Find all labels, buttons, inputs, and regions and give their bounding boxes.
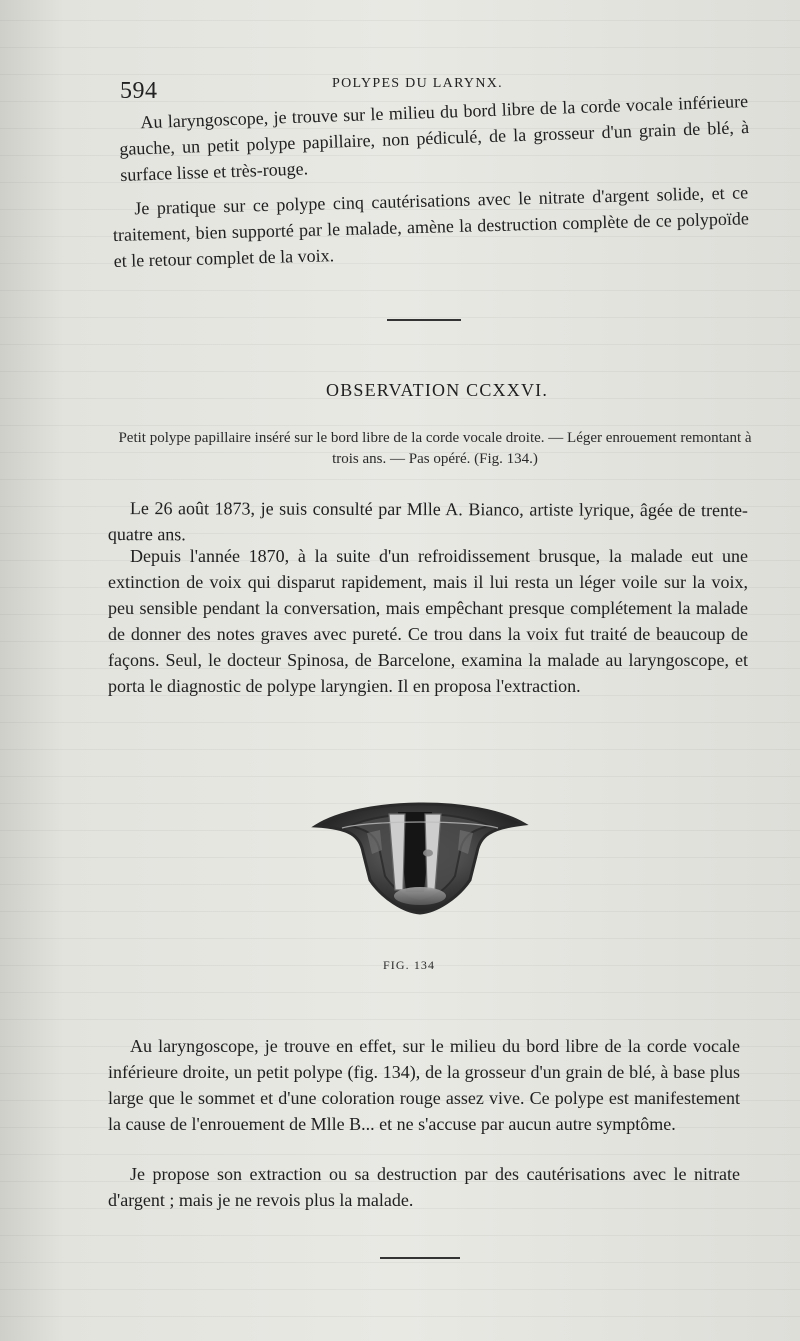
paragraph-4: Depuis l'année 1870, à la suite d'un refroidissement brusque, la malade eut une extinction de voix qui disparut rapidement, mais il lui resta un léger voile sur la voix, peu sensible pendant la conversation, mais empêchant presque complétement la malade de donner des notes graves avec pureté. Ce trou dans la voix fut traité de beaucoup de façons. Seul, le docteur Spinosa, de Barcelone, examina la malade au laryngoscope, et porta le diagnostic de polype laryngien. Il en proposa l'extraction.	[108, 546, 748, 696]
paragraph-1: Au laryngoscope, je trouve sur le milieu du bord libre de la corde vocale inférieure gauche, un petit polype papillaire, non pédiculé, de la grosseur d'un grain de blé, à surface lisse et très-rouge.	[119, 91, 750, 185]
paragraph-6: Je propose son extraction ou sa destruction par des cautérisations avec le nitrate d'argent ; mais je ne revois plus la malade.	[108, 1164, 740, 1210]
page-number: 594	[120, 78, 158, 104]
paragraph-5: Au laryngoscope, je trouve en effet, sur le milieu du bord libre de la corde vocale inférieure droite, un petit polype (fig. 134), de la grosseur d'un grain de blé, à base plus large que le sommet et d'une coloration rouge assez vive. Ce polype est manifestement la cause de l'enrouement de Mlle B... et ne s'accuse par aucun autre symptôme.	[108, 1036, 740, 1134]
paragraph-2: Je pratique sur ce polype cinq cautérisations avec le nitrate d'argent solide, et ce traitement, bien supporté par le malade, amène la destruction complète de ce polypoïde et le retour complet de la voix.	[112, 182, 750, 271]
observation-title: OBSERVATION CCXXVI.	[326, 380, 549, 400]
section-divider-bottom	[380, 1257, 460, 1259]
paragraph-3: Le 26 août 1873, je suis consulté par Mlle A. Bianco, artiste lyrique, âgée de trente-quatre ans.	[107, 498, 748, 545]
larynx-illustration	[310, 770, 530, 920]
larynx-figure-svg	[310, 770, 530, 920]
figure-caption: FIG. 134	[383, 958, 436, 972]
observation-subtitle: Petit polype papillaire inséré sur le bord libre de la corde vocale droite. — Léger enrouement remontant à trois ans. — Pas opéré. (Fig. 134.)	[118, 430, 752, 467]
section-divider-top	[387, 319, 461, 321]
running-title: POLYPES DU LARYNX.	[332, 76, 503, 91]
